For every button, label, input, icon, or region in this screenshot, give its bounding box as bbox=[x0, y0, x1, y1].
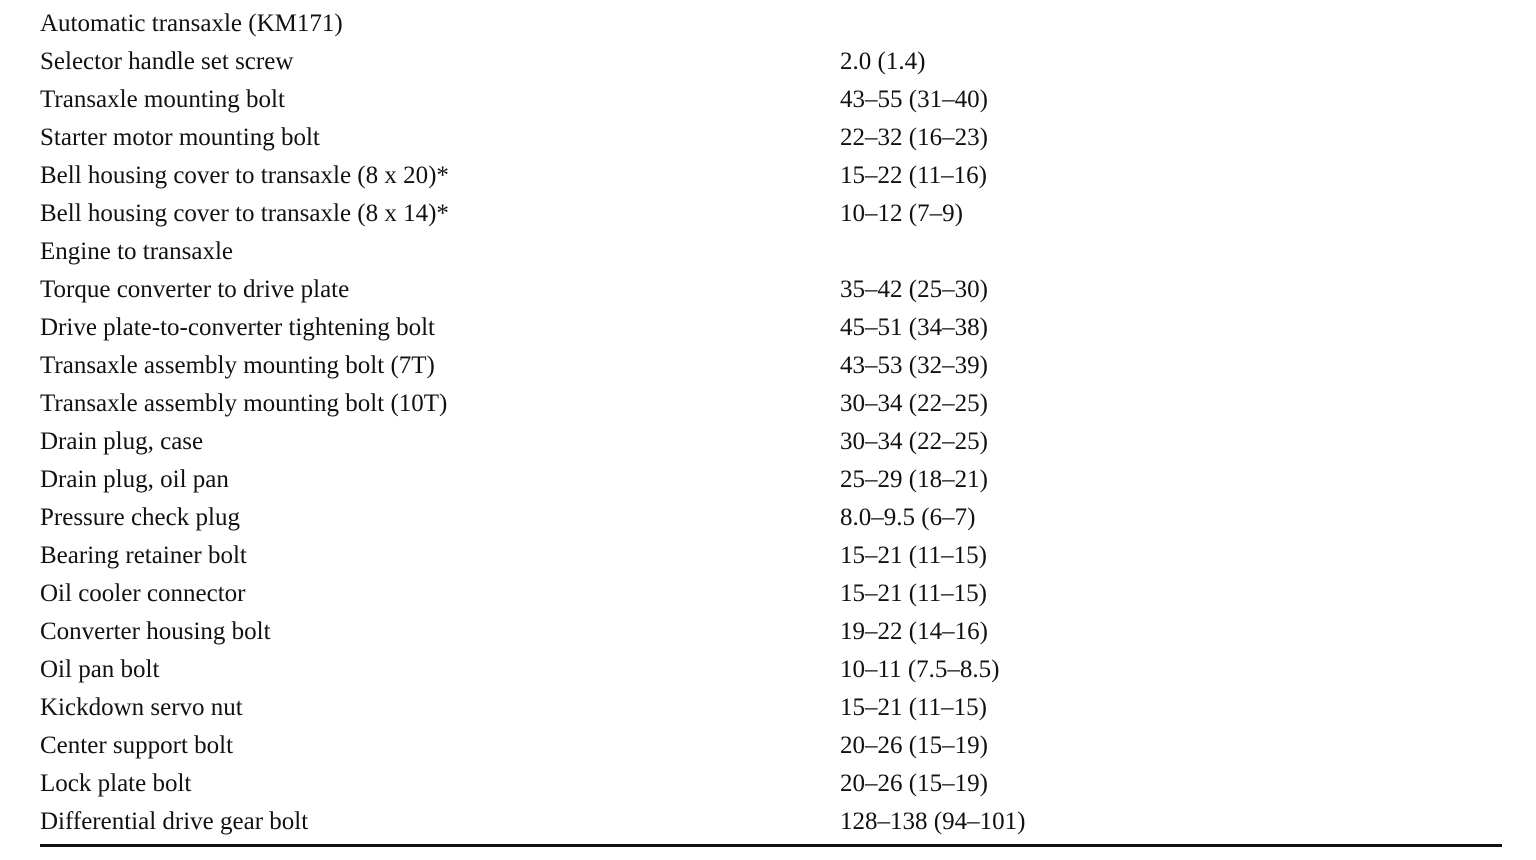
row-item-label: Drain plug, oil pan bbox=[40, 466, 229, 493]
row-torque-value: 19–22 (14–16) bbox=[840, 618, 988, 645]
row-torque-value: 10–11 (7.5–8.5) bbox=[840, 656, 1000, 683]
table-row bbox=[40, 81, 1040, 119]
table-row bbox=[40, 461, 1040, 499]
row-item-label: Bell housing cover to transaxle (8 x 20)* bbox=[40, 162, 449, 189]
table-row bbox=[40, 385, 1040, 423]
table-row bbox=[40, 499, 1040, 537]
table-row bbox=[40, 195, 1040, 233]
table-row bbox=[40, 765, 1040, 803]
table-row bbox=[40, 651, 1040, 689]
row-item-label: Converter housing bolt bbox=[40, 618, 271, 645]
row-item-label: Transaxle assembly mounting bolt (7T) bbox=[40, 352, 435, 379]
table-row bbox=[40, 43, 1040, 81]
row-item-label: Starter motor mounting bolt bbox=[40, 124, 320, 151]
table-row bbox=[40, 309, 1040, 347]
row-torque-value: 15–22 (11–16) bbox=[840, 162, 987, 189]
row-item-label: Kickdown servo nut bbox=[40, 694, 243, 721]
row-item-label: Bearing retainer bolt bbox=[40, 542, 247, 569]
table-row bbox=[40, 233, 1040, 271]
row-torque-value: 43–53 (32–39) bbox=[840, 352, 988, 379]
torque-spec-table bbox=[40, 5, 1040, 841]
bottom-rule bbox=[40, 844, 1502, 847]
row-torque-value: 128–138 (94–101) bbox=[840, 808, 1026, 835]
table-heading: Automatic transaxle (KM171) bbox=[40, 10, 343, 37]
row-torque-value: 25–29 (18–21) bbox=[840, 466, 988, 493]
row-torque-value: 15–21 (11–15) bbox=[840, 694, 987, 721]
row-item-label: Engine to transaxle bbox=[40, 238, 233, 265]
row-item-label: Bell housing cover to transaxle (8 x 14)* bbox=[40, 200, 449, 227]
row-item-label: Pressure check plug bbox=[40, 504, 240, 531]
row-torque-value: 30–34 (22–25) bbox=[840, 428, 988, 455]
row-item-label: Oil pan bolt bbox=[40, 656, 160, 683]
row-torque-value: 15–21 (11–15) bbox=[840, 580, 987, 607]
row-item-label: Selector handle set screw bbox=[40, 48, 294, 75]
row-item-label: Oil cooler connector bbox=[40, 580, 246, 607]
row-torque-value: 20–26 (15–19) bbox=[840, 732, 988, 759]
row-torque-value: 43–55 (31–40) bbox=[840, 86, 988, 113]
row-item-label: Lock plate bolt bbox=[40, 770, 192, 797]
table-row bbox=[40, 157, 1040, 195]
row-item-label: Torque converter to drive plate bbox=[40, 276, 350, 303]
row-torque-value: 22–32 (16–23) bbox=[840, 124, 988, 151]
table-row bbox=[40, 689, 1040, 727]
table-row bbox=[40, 537, 1040, 575]
row-item-label: Drive plate-to-converter tightening bolt bbox=[40, 314, 436, 341]
table-row bbox=[40, 803, 1040, 841]
row-torque-value: 10–12 (7–9) bbox=[840, 200, 963, 227]
row-torque-value: 30–34 (22–25) bbox=[840, 390, 988, 417]
row-item-label: Transaxle assembly mounting bolt (10T) bbox=[40, 390, 448, 417]
table-row bbox=[40, 575, 1040, 613]
table-body bbox=[40, 43, 1040, 841]
row-torque-value: 35–42 (25–30) bbox=[840, 276, 988, 303]
row-torque-value: 45–51 (34–38) bbox=[840, 314, 988, 341]
table-heading-row bbox=[40, 5, 1040, 43]
table-row bbox=[40, 423, 1040, 461]
row-item-label: Transaxle mounting bolt bbox=[40, 86, 285, 113]
table-row bbox=[40, 271, 1040, 309]
row-torque-value: 15–21 (11–15) bbox=[840, 542, 987, 569]
row-item-label: Center support bolt bbox=[40, 732, 234, 759]
table-row bbox=[40, 119, 1040, 157]
row-torque-value: 2.0 (1.4) bbox=[840, 48, 926, 75]
row-torque-value: 20–26 (15–19) bbox=[840, 770, 988, 797]
table-row bbox=[40, 613, 1040, 651]
row-torque-value: 8.0–9.5 (6–7) bbox=[840, 504, 976, 531]
table-row bbox=[40, 727, 1040, 765]
row-item-label: Differential drive gear bolt bbox=[40, 808, 309, 835]
table-row bbox=[40, 347, 1040, 385]
row-item-label: Drain plug, case bbox=[40, 428, 204, 455]
